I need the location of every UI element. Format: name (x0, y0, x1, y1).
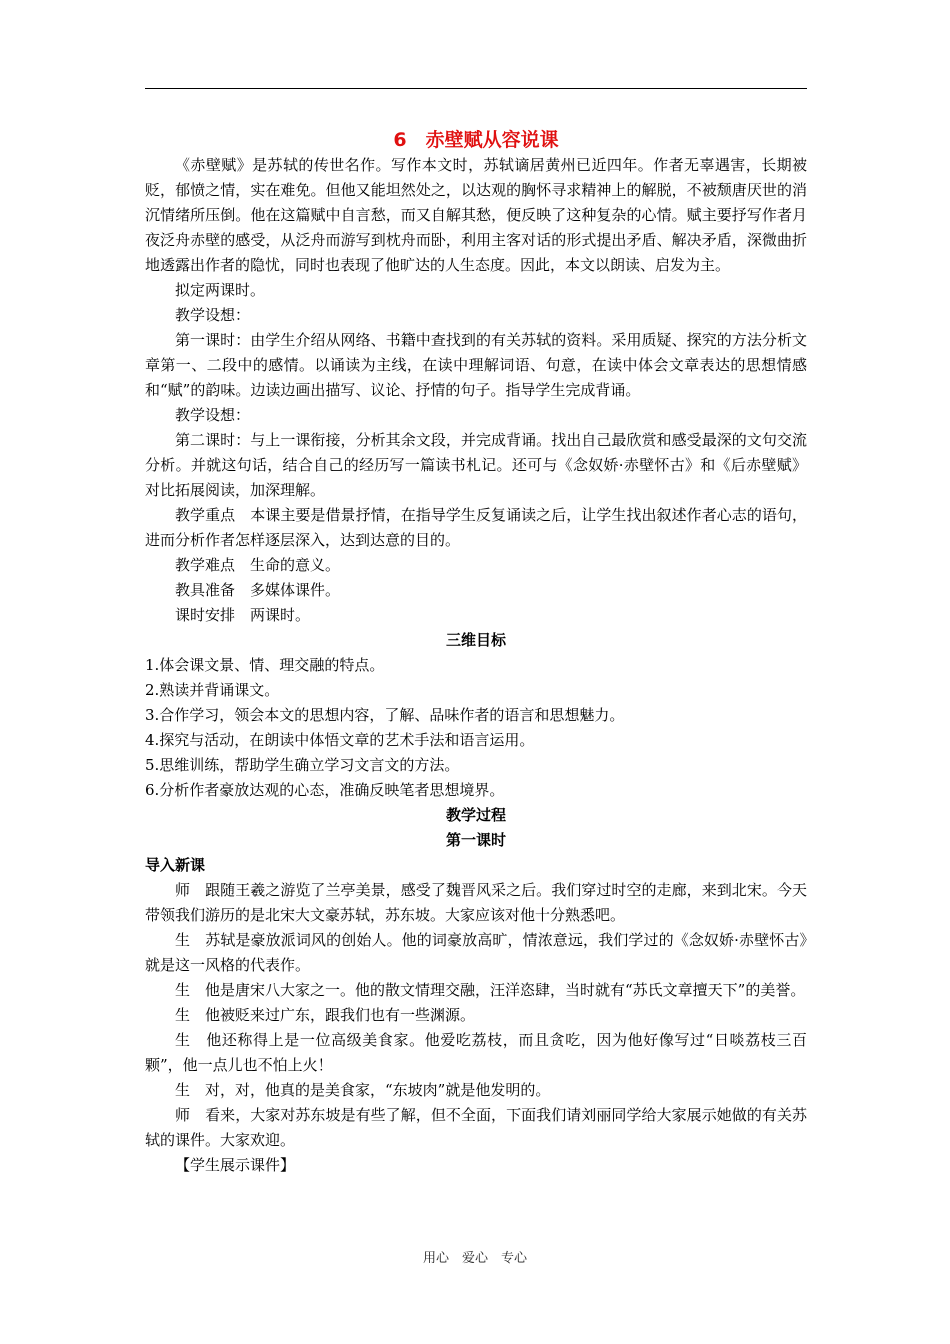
process-heading: 教学过程 (445, 806, 506, 824)
lesson1-heading: 第一课时 (445, 831, 506, 849)
page-title: 6 赤壁赋从容说课 (393, 129, 559, 151)
goal-item: 1.体会课文景、情、理交融的特点。 (145, 656, 385, 674)
goal-item: 2.熟读并背诵课文。 (145, 681, 280, 699)
difficulty-paragraph: 教学难点 生命的意义。 (175, 556, 341, 574)
intro-paragraph: 《赤壁赋》是苏轼的传世名作。写作本文时，苏轼谪居黄州已近四年。作者无辜遇害，长期被贬，郁愤之情，实在难免。但他又能坦然处之，以达观的胸怀寻求精神上的解脱，不被颓唐厌世的消沉情绪所压倒。他在这篇赋中自言愁，而又自解其愁，便反映了这种复杂的心情。赋主要抒写作者月夜泛舟赤壁的感受，从泛舟而游写到枕舟而卧，利用主客对话的形式提出矛盾、解决矛盾，深微曲折地透露出作者的隐忧，同时也表现了他旷达的人生态度。因此，本文以朗读、启发为主。 (145, 156, 807, 274)
design2-paragraph: 第二课时：与上一课衔接，分析其余文段，并完成背诵。找出自己最欣赏和感受最深的文句交流分析。并就这句话，结合自己的经历写一篇读书札记。还可与《念奴娇·赤壁怀古》和《后赤壁赋》对比拓展阅读，加深理解。 (145, 431, 807, 499)
goal-item: 4.探究与活动，在朗读中体悟文章的艺术手法和语言运用。 (145, 731, 535, 749)
design1-paragraph: 第一课时：由学生介绍从网络、书籍中查找到的有关苏轼的资料。采用质疑、探究的方法分析文章第一、二段中的感情。以诵读为主线，在读中理解词语、句意，在读中体会文章表达的思想情感和“赋”的韵味。边读边画出描写、议论、抒情的句子。指导学生完成背诵。 (145, 331, 807, 399)
tools-paragraph: 教具准备 多媒体课件。 (175, 581, 341, 599)
dialogue-line: 生 对，对，他真的是美食家，“东坡肉”就是他发明的。 (175, 1081, 551, 1099)
goal-item: 5.思维训练，帮助学生确立学习文言文的方法。 (145, 756, 460, 774)
dialogue-line: 生 他是唐宋八大家之一。他的散文情理交融，汪洋恣肆，当时就有“苏氏文章擅天下”的美誉。 (175, 981, 806, 999)
header-rule (145, 88, 807, 89)
design1-label: 教学设想： (175, 306, 251, 324)
student-show-note: 【学生展示课件】 (175, 1156, 296, 1174)
dialogue-line: 生 苏轼是豪放派词风的创始人。他的词豪放高旷，情浓意远，我们学过的《念奴娇·赤壁怀古》就是这一风格的代表作。 (145, 931, 807, 974)
dialogue-line: 生 他被贬来过广东，跟我们也有一些渊源。 (175, 1006, 476, 1024)
plan-paragraph: 拟定两课时。 (175, 281, 266, 299)
document-body (145, 128, 807, 1178)
page-footer: 用心 爱心 专心 (422, 1251, 527, 1266)
intro-section-heading: 导入新课 (145, 856, 206, 874)
design2-label: 教学设想： (175, 406, 251, 424)
goal-item: 3.合作学习，领会本文的思想内容，了解、品味作者的语言和思想魅力。 (145, 706, 625, 724)
key-point-paragraph: 教学重点 本课主要是借景抒情，在指导学生反复诵读之后，让学生找出叙述作者心志的语句，进而分析作者怎样逐层深入，达到达意的目的。 (145, 506, 807, 549)
schedule-paragraph: 课时安排 两课时。 (175, 606, 311, 624)
dialogue-line: 师 跟随王羲之游览了兰亭美景，感受了魏晋风采之后。我们穿过时空的走廊，来到北宋。今天带领我们游历的是北宋大文豪苏轼，苏东坡。大家应该对他十分熟悉吧。 (145, 881, 807, 924)
goal-item: 6.分析作者豪放达观的心态，准确反映笔者思想境界。 (145, 781, 505, 799)
goals-heading: 三维目标 (445, 631, 506, 649)
dialogue-line: 师 看来，大家对苏东坡是有些了解，但不全面，下面我们请刘丽同学给大家展示她做的有关苏轼的课件。大家欢迎。 (145, 1106, 807, 1149)
dialogue-line: 生 他还称得上是一位高级美食家。他爱吃荔枝，而且贪吃，因为他好像写过“日啖荔枝三百颗”，他一点儿也不怕上火！ (145, 1031, 807, 1074)
